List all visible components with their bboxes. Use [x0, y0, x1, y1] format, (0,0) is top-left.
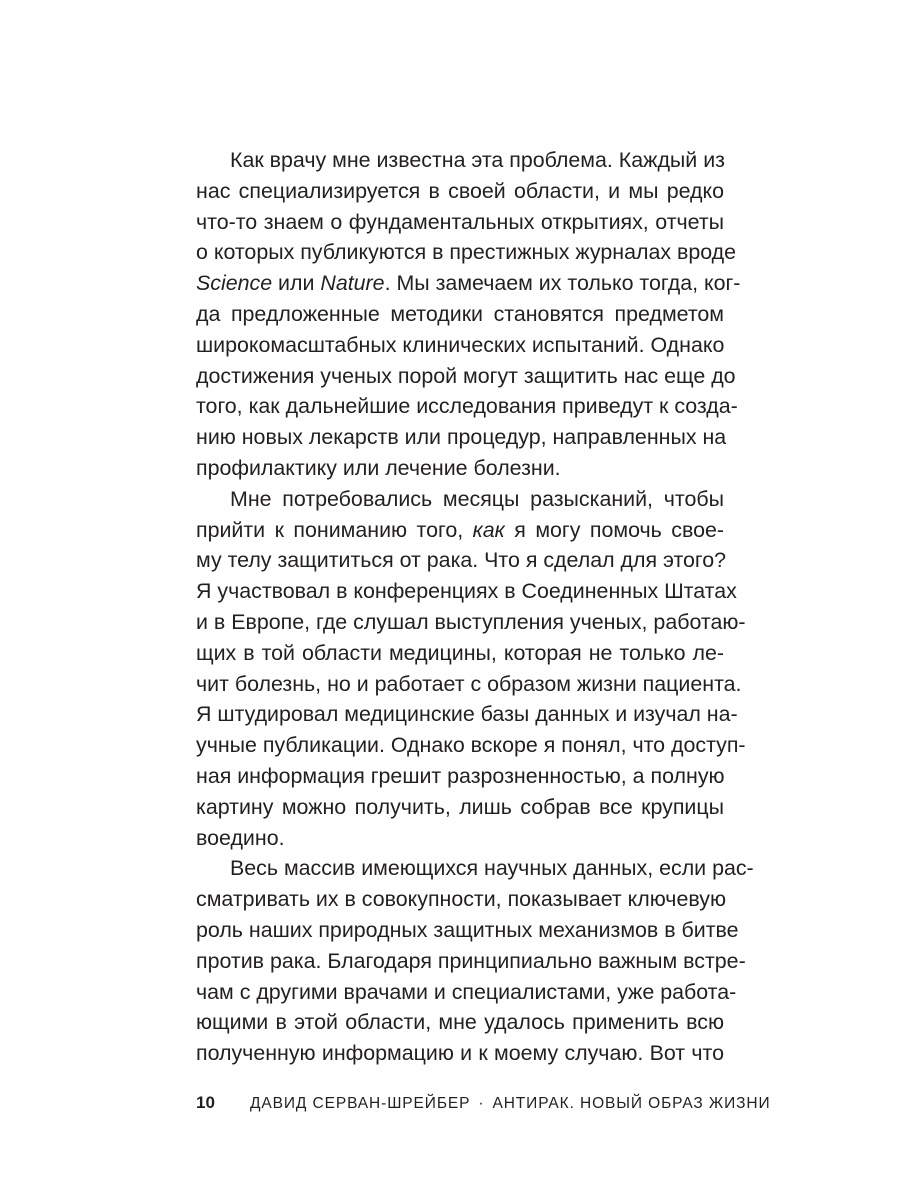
text-line: Мне потребовались месяцы разысканий, чтобы — [230, 486, 724, 511]
italic-text: как — [472, 517, 505, 542]
text-line: что-то знаем о фундаментальных открытиях, отчеты — [196, 209, 724, 234]
footer-separator: · — [478, 1095, 485, 1112]
running-footer — [196, 1090, 771, 1116]
footer-author: ДАВИД СЕРВАН-ШРЕЙБЕР — [250, 1095, 471, 1112]
text-line: широкомасштабных клинических испытаний. Однако — [196, 332, 725, 357]
text-line: нас специализируется в своей области, и мы редко — [196, 178, 724, 203]
text-line: того, как дальнейшие исследования приведут к созда- — [196, 394, 738, 419]
text-line: профилактику или лечение болезни. — [196, 455, 561, 480]
text-line: Как врачу мне известна эта проблема. Каждый из — [230, 148, 725, 172]
text-line: нию новых лекарств или процедур, направленных на — [196, 425, 727, 450]
text-line: против рака. Благодаря принципиально важным встре- — [196, 948, 746, 973]
text-line: да предложенные методики становятся предметом — [196, 301, 724, 326]
text-line: достижения ученых порой могут защитить нас еще до — [196, 363, 736, 388]
text-line: воедино. — [196, 825, 285, 850]
paragraph — [196, 145, 741, 484]
text-line: учные публикации. Однако вскоре я понял, что доступ- — [196, 733, 746, 758]
italic-text: Nature — [320, 271, 385, 296]
text-line: щих в той области медицины, которая не только ле- — [196, 640, 724, 665]
text-line: картину можно получить, лишь собрав все крупицы — [196, 794, 724, 819]
text-line: полученную информацию и к моему случаю. Вот что — [196, 1041, 724, 1066]
footer-book-title: АНТИРАК. НОВЫЙ ОБРАЗ ЖИЗНИ — [492, 1095, 771, 1112]
text-line: чит болезнь, но и работает с образом жизни пациента. — [196, 671, 742, 696]
text-line: о которых публикуются в престижных журналах вроде — [196, 240, 737, 265]
text-line: му телу защититься от рака. Что я сделал для этого? — [196, 548, 727, 573]
text-line: Science или Nature. Мы замечаем их только тогда, ког- — [196, 271, 741, 296]
paragraph — [196, 484, 746, 854]
text-line: ющими в этой области, мне удалось применить всю — [196, 1010, 724, 1035]
text-line: сматривать их в совокупности, показывает ключевую — [196, 887, 726, 912]
paragraph — [196, 853, 754, 1069]
text-line: прийти к пониманию того, как я могу помочь свое- — [196, 517, 725, 542]
text-line: роль наших природных защитных механизмов в битве — [196, 917, 739, 942]
page-number: 10 — [196, 1093, 215, 1112]
text-line: Я штудировал медицинские базы данных и изучал на- — [196, 702, 738, 727]
text-line: Весь массив имеющихся научных данных, если рас- — [230, 856, 754, 881]
text-line: и в Европе, где слушал выступления ученых, работаю- — [196, 609, 746, 634]
italic-text: Science — [196, 271, 273, 296]
text-line: ная информация грешит разрозненностью, а полную — [196, 763, 725, 788]
book-page-text — [196, 145, 754, 1069]
text-line: чам с другими врачами и специалистами, уже работа- — [196, 979, 737, 1004]
text-line: Я участвовал в конференциях в Соединенных Штатах — [196, 579, 737, 604]
